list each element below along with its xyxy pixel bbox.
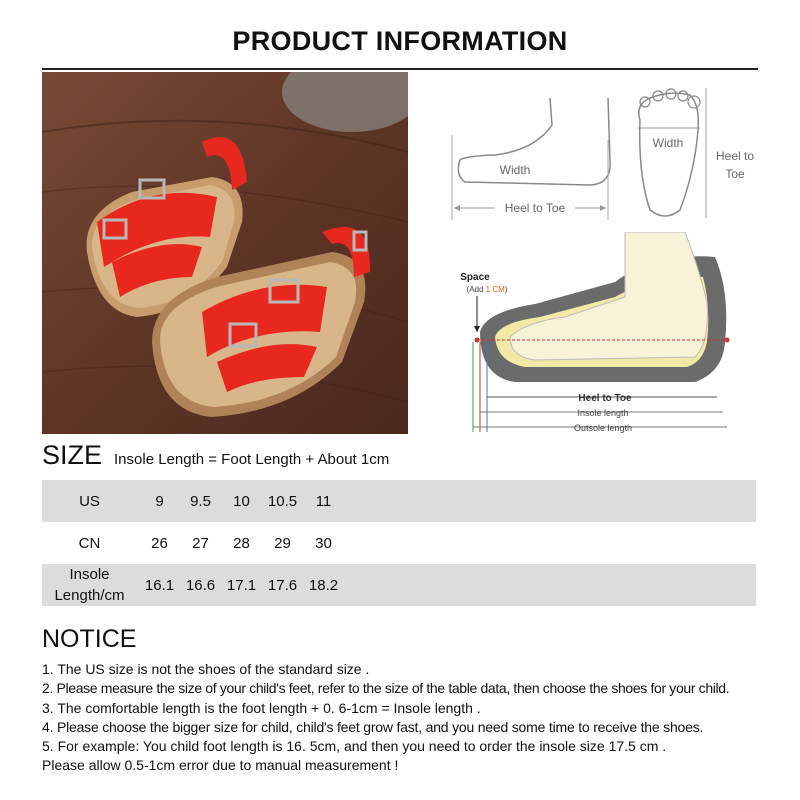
- heel-to-toe-line1: Heel to: [715, 149, 755, 163]
- table-cell: 17.6: [267, 576, 298, 594]
- heel-to-toe-label: Heel to Toe: [504, 201, 566, 215]
- table-row-cn: [42, 522, 756, 564]
- table-cell: 26: [151, 534, 168, 552]
- notice-line: Please allow 0.5-1cm error due to manual measurement !: [42, 757, 399, 774]
- notice-line: 5. For example: You child foot length is 16. 5cm, and then you need to order the insole size 17.5 cm .: [42, 738, 667, 755]
- size-title: SIZE: [42, 440, 103, 470]
- table-row-us: [42, 480, 756, 522]
- foot-measurement-diagram: [440, 80, 770, 230]
- product-photo: [42, 72, 408, 434]
- row-header-cn: CN: [78, 534, 101, 552]
- notice-title: NOTICE: [42, 625, 137, 653]
- width-label-side: Width: [499, 163, 531, 177]
- size-heading: [42, 440, 389, 471]
- heel-to-toe-line2: Toe: [725, 167, 745, 181]
- table-cell: 16.6: [185, 576, 216, 594]
- table-cell: 17.1: [226, 576, 257, 594]
- table-cell: 30: [315, 534, 332, 552]
- notice-line: 4. Please choose the bigger size for child, child's feet grow fast, and you need some time to receive the shoes.: [42, 718, 704, 735]
- title-divider: [42, 68, 758, 70]
- width-label-top: Width: [652, 136, 684, 150]
- table-cell: 27: [192, 534, 209, 552]
- shoe-length-diagram: [455, 232, 755, 437]
- heel-to-toe-bottom-label: Heel to Toe: [578, 393, 632, 404]
- table-cell: 29: [274, 534, 291, 552]
- row-header-us: US: [79, 492, 100, 510]
- table-cell: 10: [233, 492, 250, 510]
- insole-length-label: Insole length: [577, 408, 629, 418]
- row-header-insole-length: Insole Length/cm: [54, 566, 125, 604]
- table-cell: 10.5: [267, 492, 298, 510]
- space-add-note: (Add 1 CM): [466, 285, 508, 294]
- table-cell: 16.1: [144, 576, 175, 594]
- notice-line: 1. The US size is not the shoes of the standard size .: [42, 661, 370, 677]
- outsole-length-label: Outsole length: [573, 423, 633, 433]
- size-table: [42, 480, 756, 606]
- table-cell: 9: [155, 492, 164, 510]
- space-label: Space: [460, 272, 490, 283]
- notice-line: 3. The comfortable length is the foot length + 0. 6-1cm = Insole length .: [42, 699, 481, 716]
- size-note: Insole Length = Foot Length + About 1cm: [114, 451, 390, 468]
- notice-line: 2. Please measure the size of your child's feet, refer to the size of the table data, then choose the shoes for your child.: [42, 680, 730, 697]
- page-title: PRODUCT INFORMATION: [232, 26, 568, 56]
- table-row-insole-length: [42, 564, 756, 606]
- table-cell: 9.5: [190, 492, 211, 510]
- table-cell: 18.2: [308, 576, 339, 594]
- notice-list: [42, 660, 782, 776]
- table-cell: 28: [233, 534, 250, 552]
- table-cell: 11: [315, 492, 332, 510]
